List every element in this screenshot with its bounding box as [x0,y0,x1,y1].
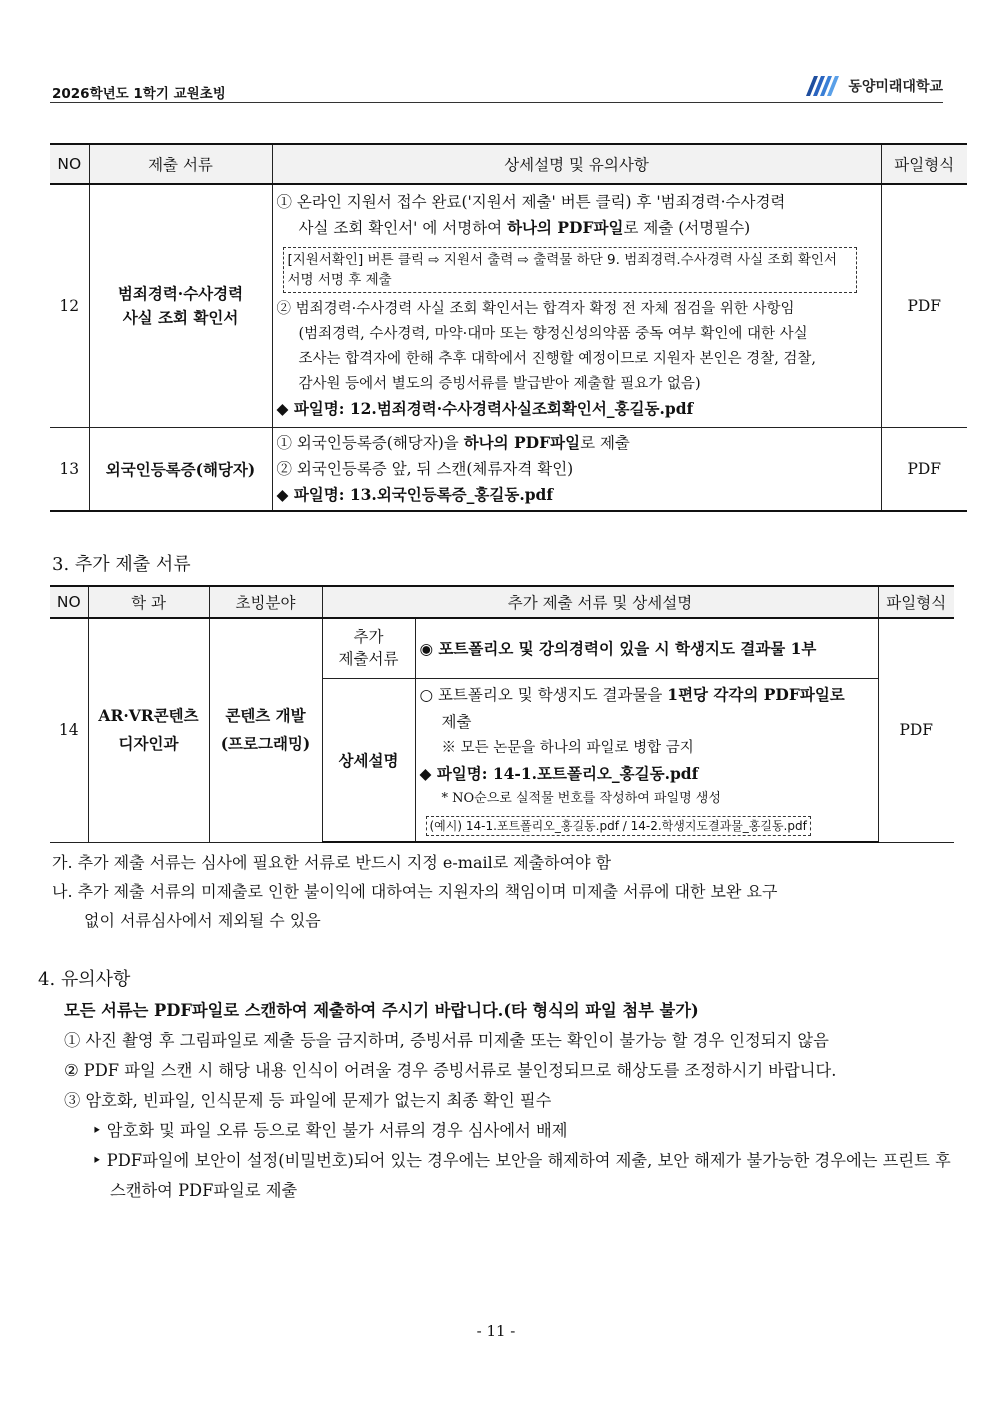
field-line: (프로그래밍) [220,734,311,754]
table-row [50,184,967,427]
section-3-title: 3. 추가 제출 서류 [52,554,191,575]
filename-line: ◆ 파일명: 14-1.포트폴리오_홍길동.pdf [419,764,699,784]
section-3-notes [52,848,952,935]
caution-item: ③ 암호화, 빈파일, 인식문제 등 파일에 문제가 없는지 최종 확인 필수 [64,1091,552,1110]
note: 나. 추가 제출 서류의 미제출로 인한 불이익에 대하여는 지원자의 책임이며 미제출 서류에 대한 보완 요구 [52,882,778,901]
row-detail [272,427,881,511]
detail-line: ② 외국인등록증 앞, 뒤 스캔(체류자격 확인) [276,459,574,478]
label-extra: 추가 제출서류 [322,618,415,678]
section-4-title: 4. 유의사항 [38,969,131,990]
detail-line: ① 온라인 지원서 접수 완료('지원서 제출' 버튼 클릭) 후 '범죄경력·수사경력 [276,193,786,212]
university-logo-icon [804,74,844,98]
section-4-body [64,996,956,1206]
detail-line: ① 외국인등록증(해당자)을 하나의 PDF파일로 제출 [276,432,630,452]
row-field [209,618,322,842]
doc-line: 사실 조회 확인서 [122,307,239,327]
col-no: NO [50,586,88,618]
caution-item: ② PDF 파일 스캔 시 해당 내용 인식이 어려울 경우 증빙서류로 불인정되므로 해상도를 조정하시기 바랍니다. [64,1061,837,1080]
detail-line: ○ 포트폴리오 및 학생지도 결과물을 1편당 각각의 PDF파일로 [419,684,845,704]
row-doc: 외국인등록증(해당자) [89,427,272,511]
documents-table [50,143,967,512]
filename-line: ◆ 파일명: 13.외국인등록증_홍길동.pdf [276,484,554,504]
header-title: 2026학년도 1학기 교원초빙 [52,86,226,102]
detail-line: 사실 조회 확인서' 에 서명하여 하나의 PDF파일로 제출 (서명필수) [298,218,751,238]
dept-line: AR·VR콘텐츠 [98,706,199,726]
table-header-row [50,586,954,618]
caution-item: ① 사진 촬영 후 그림파일로 제출 등을 금지하며, 증빙서류 미제출 또는 확인이 불가능 할 경우 인정되지 않음 [64,1031,829,1050]
detail-line: 감사원 등에서 별도의 증빙서류를 발급받아 제출할 필요가 없음) [298,375,701,392]
table-row [50,618,954,678]
filename-line: ◆ 파일명: 12.범죄경력·수사경력사실조회확인서_홍길동.pdf [276,399,694,419]
detail-line: ② 범죄경력·수사경력 사실 조회 확인서는 합격자 확정 전 자체 점검을 위한 사항임 [276,301,795,318]
note: 가. 추가 제출 서류는 심사에 필요한 서류로 반드시 지정 e-mail로 제출하여야 함 [52,853,612,872]
col-detail: 추가 제출 서류 및 상세설명 [322,586,878,618]
university-logo [804,74,943,98]
row-format: PDF [881,427,967,511]
logo-text: 동양미래대학교 [848,79,943,95]
row-no: 14 [50,618,88,842]
caution-subitem: ‣ 암호화 및 파일 오류 등으로 확인 불가 서류의 경우 심사에서 배제 [92,1121,568,1140]
col-no: NO [50,144,89,184]
dept-line: 디자인과 [118,734,179,754]
col-format: 파일형식 [881,144,967,184]
row-no: 12 [50,184,89,427]
row-format: PDF [878,618,954,842]
detail-line: ※ 모든 논문을 하나의 파일로 병합 금지 [441,739,694,756]
col-field: 초빙분야 [209,586,322,618]
field-line: 콘텐츠 개발 [225,706,306,726]
col-format: 파일형식 [878,586,954,618]
row-no: 13 [50,427,89,511]
row-detail [272,184,881,427]
table-header-row [50,144,967,184]
row-detail [415,678,878,842]
row-doc [89,184,272,427]
row-dept [88,618,209,842]
detail-line: 조사는 합격자에 한해 추후 대학에서 진행할 예정이므로 지원자 본인은 경찰, 검찰, [298,350,817,367]
row-format: PDF [881,184,967,427]
col-detail: 상세설명 및 유의사항 [272,144,881,184]
doc-line: 범죄경력·수사경력 [117,283,244,303]
additional-documents-table [50,585,954,843]
col-dept: 학 과 [88,586,209,618]
table-row [50,427,967,511]
label-detail: 상세설명 [322,678,415,842]
note: 없이 서류심사에서 제외될 수 있음 [84,911,321,930]
instruction-box: [지원서확인] 버튼 클릭 ⇨ 지원서 출력 ⇨ 출력물 하단 9. 범죄경력.수사경력 사실 조회 확인서 서명 서명 후 제출 [283,247,857,293]
detail-line: * NO순으로 실적물 번호를 작성하여 파일명 생성 [441,791,721,807]
caution-subitem: ‣ PDF파일에 보안이 설정(비밀번호)되어 있는 경우에는 보안을 해제하여 제출, 보안 해제가 불가능한 경우에는 프린트 후 스캔하여 PDF파일로 제출 [92,1151,951,1200]
section-4-lead: 모든 서류는 PDF파일로 스캔하여 제출하여 주시기 바랍니다.(타 형식의 파일 첨부 불가) [64,1001,699,1020]
example-box: (예시) 14-1.포트폴리오_홍길동.pdf / 14-2.학생지도결과물_홍길동.pdf [426,816,811,836]
page-header [50,78,943,103]
detail-line: (범죄경력, 수사경력, 마약·대마 또는 향정신성의약품 중독 여부 확인에 대한 사실 [298,325,808,342]
page-number: - 11 - [476,1322,516,1340]
col-doc: 제출 서류 [89,144,272,184]
extra-text: ◉ 포트폴리오 및 강의경력이 있을 시 학생지도 결과물 1부 [415,618,878,678]
detail-line: 제출 [441,712,472,731]
